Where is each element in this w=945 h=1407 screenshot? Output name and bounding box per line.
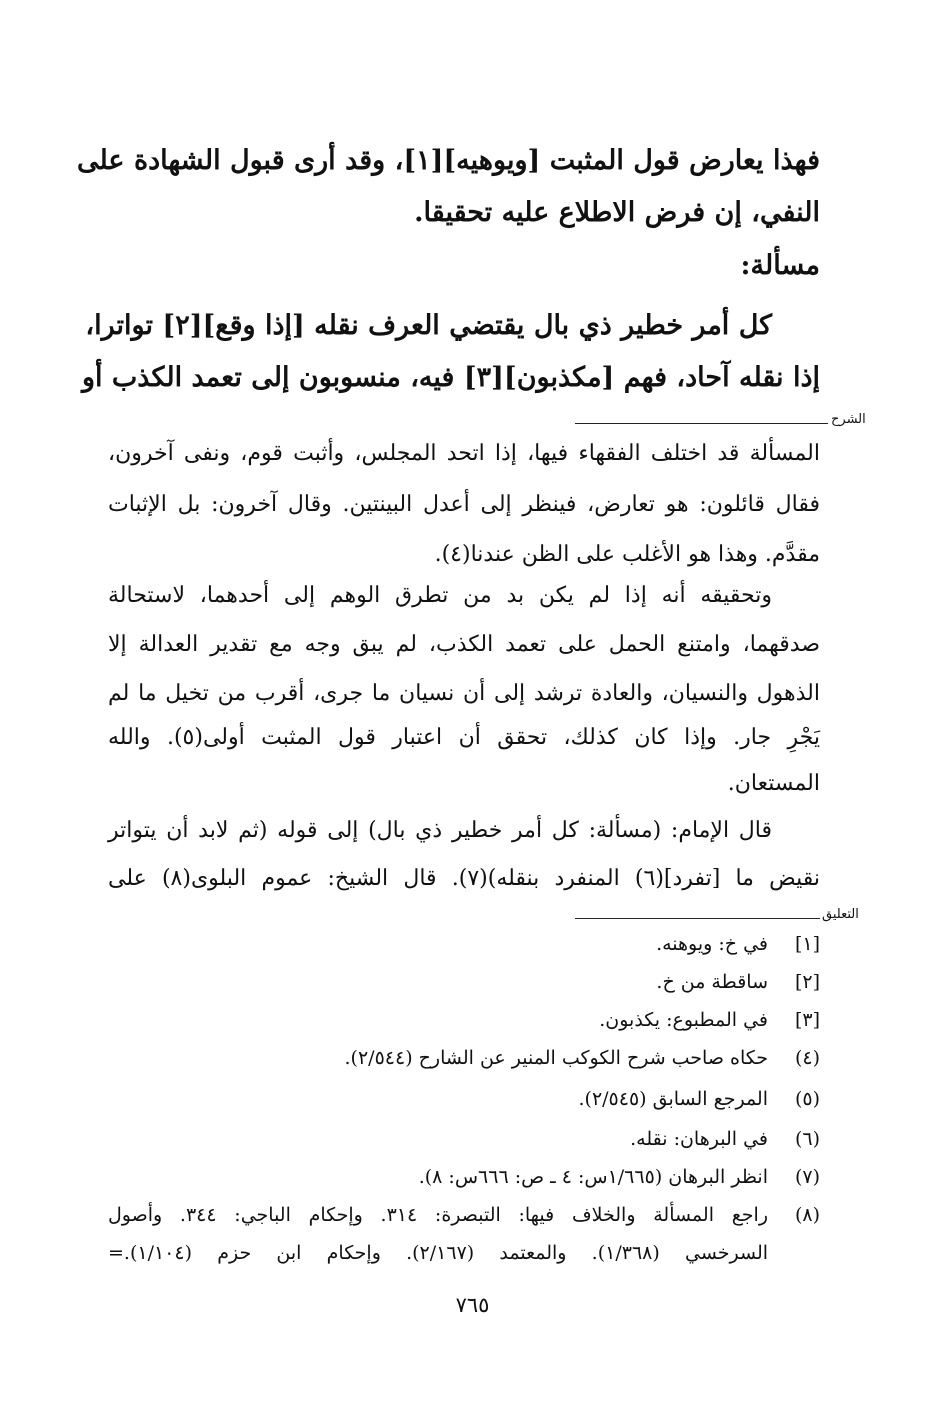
footnote-number: (٧) bbox=[794, 1166, 820, 1188]
footnote-number: [٣] bbox=[794, 1009, 820, 1031]
issue-heading: مسألة: bbox=[740, 250, 820, 281]
commentary-line: صدقهما، وامتنع الحمل على تعمد الكذب، لم يبق وجه مع تقدير العدالة إلا bbox=[108, 632, 820, 657]
footnote-text: في المطبوع: يكذبون. bbox=[599, 1009, 768, 1031]
commentary-line: وتحقيقه أنه إذا لم يكن بد من تطرق الوهم إلى أحدهما، لاستحالة bbox=[108, 583, 772, 608]
commentary-line: نقيض ما [تفرد](٦) المنفرد بنقله)(٧). قال الشيخ: عموم البلوى(٨) على bbox=[108, 866, 820, 891]
main-line-1: فهذا يعارض قول المثبت [ويوهيه][١]، وقد أرى قبول الشهادة على bbox=[76, 145, 820, 176]
footnote bbox=[108, 933, 820, 955]
footnote-number: (٤) bbox=[794, 1047, 820, 1069]
footnote-text: المرجع السابق (٢/٥٤٥). bbox=[578, 1088, 768, 1110]
footnote-number: (٦) bbox=[794, 1128, 820, 1150]
footnote bbox=[108, 1088, 820, 1110]
footnote-number: (٥) bbox=[794, 1088, 820, 1110]
commentary-line: الذهول والنسيان، والعادة ترشد إلى أن نسيان ما جرى، أقرب من تخيل ما لم bbox=[108, 681, 820, 706]
footnote-text: حكاه صاحب شرح الكوكب المنير عن الشارح (٢/٥٤٤). bbox=[344, 1047, 768, 1069]
footnote bbox=[108, 1009, 820, 1031]
main-line-4: إذا نقله آحاد، فهم [مكذبون][٣] فيه، منسوبون إلى تعمد الكذب أو bbox=[81, 362, 820, 393]
taliq-separator bbox=[575, 918, 820, 919]
footnote bbox=[108, 1166, 820, 1188]
sharh-label: الشرح bbox=[831, 412, 866, 427]
footnote-text: راجع المسألة والخلاف فيها: التبصرة: ٣١٤. وإحكام الباجي: ٣٤٤. وأصول bbox=[108, 1204, 769, 1226]
commentary-line: فقال قائلون: هو تعارض، فينظر إلى أعدل البينتين. وقال آخرون: بل الإثبات bbox=[108, 492, 820, 517]
footnote bbox=[108, 1128, 820, 1150]
commentary-line: يَجْرِ جار. وإذا كان كذلك، تحقق أن اعتبار قول المثبت أولى(٥). والله bbox=[108, 725, 820, 750]
page-number: ٧٦٥ bbox=[455, 1293, 490, 1317]
commentary-line: مقدَّم. وهذا هو الأغلب على الظن عندنا(٤). bbox=[434, 542, 820, 567]
footnote-text: في خ: ويوهنه. bbox=[656, 933, 768, 955]
footnote-number: [٢] bbox=[794, 971, 820, 993]
footnote bbox=[108, 971, 820, 993]
taliq-label: التعليق bbox=[822, 907, 859, 922]
footnote-text: انظر البرهان (١/٦٦٥س: ٤ ـ ص: ٦٦٦س: ٨). bbox=[418, 1166, 768, 1188]
footnote-continuation: السرخسي (١/٣٦٨). والمعتمد (٢/١٦٧). وإحكام ابن حزم (١/١٠٤).= bbox=[108, 1242, 769, 1264]
footnote bbox=[108, 1047, 820, 1069]
commentary-line: المستعان. bbox=[727, 771, 820, 796]
commentary-line: قال الإمام: (مسألة: كل أمر خطير ذي بال) إلى قوله (ثم لابد أن يتواتر bbox=[108, 818, 772, 843]
main-line-2: النفي، إن فرض الاطلاع عليه تحقيقا. bbox=[414, 197, 820, 228]
footnote-text: في البرهان: نقله. bbox=[630, 1128, 768, 1150]
sharh-separator bbox=[575, 423, 828, 424]
footnote bbox=[108, 1204, 820, 1226]
footnote-number: (٨) bbox=[794, 1204, 820, 1226]
main-line-3: كل أمر خطير ذي بال يقتضي العرف نقله [إذا وقع][٢] تواترا، bbox=[85, 310, 772, 341]
footnote-number: [١] bbox=[794, 933, 820, 955]
footnote-text: ساقطة من خ. bbox=[656, 971, 768, 993]
commentary-line: المسألة قد اختلف الفقهاء فيها، إذا اتحد المجلس، وأثبت قوم، ونفى آخرون، bbox=[108, 441, 820, 466]
